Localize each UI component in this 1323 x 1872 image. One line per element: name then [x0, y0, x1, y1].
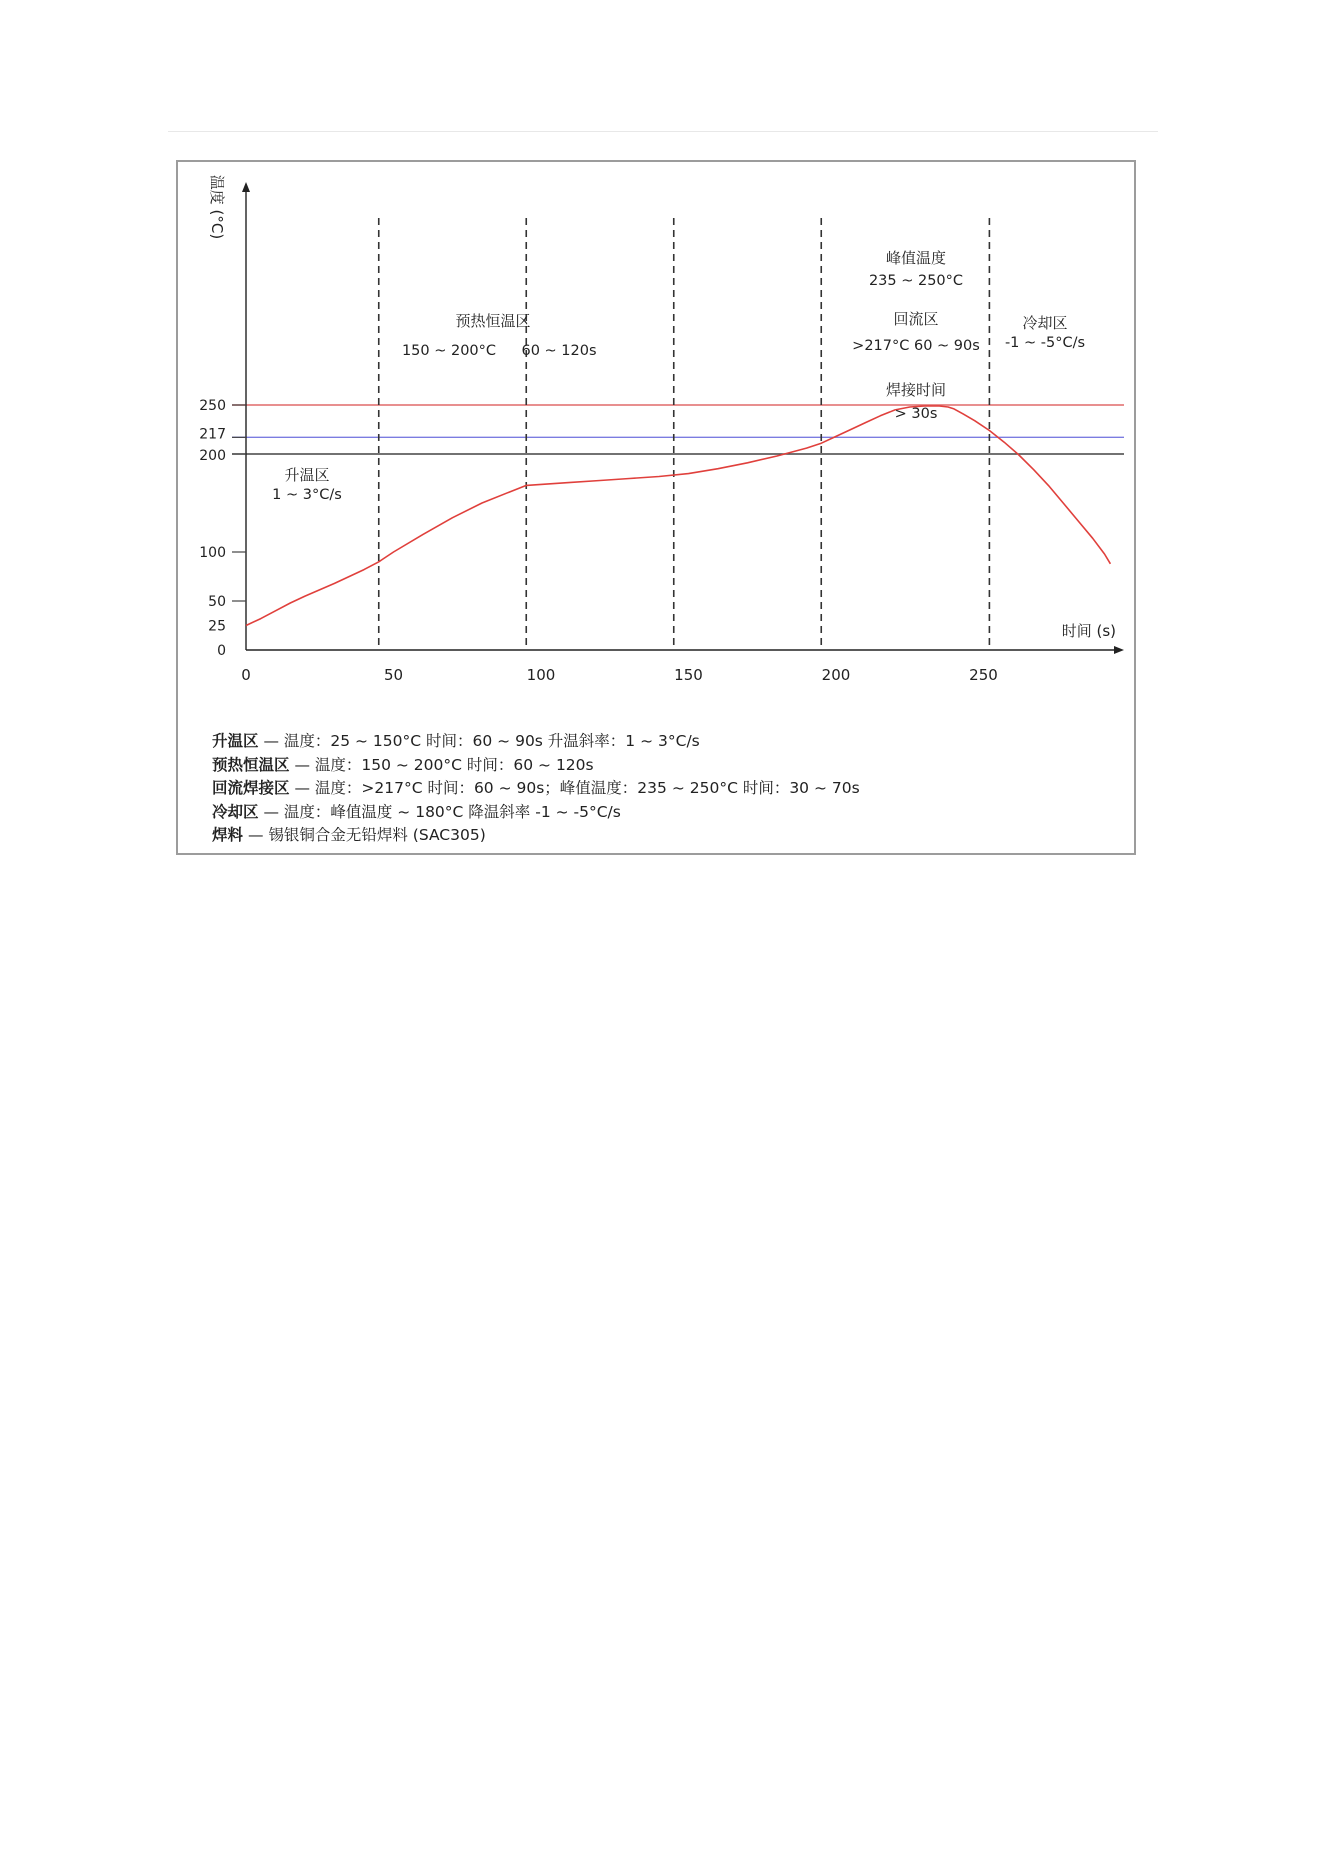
legend-desc: — 温度：峰值温度 ~ 180°C 降温斜率 -1 ~ -5°C/s [258, 802, 621, 821]
y-tick-label: 0 [217, 643, 226, 659]
legend-term: 焊料 [212, 826, 244, 844]
y-tick-label: 50 [208, 594, 226, 610]
legend-term: 升温区 [212, 732, 259, 750]
y-tick-label: 200 [199, 448, 226, 464]
legend-row [212, 754, 860, 778]
legend-desc: — 温度：>217°C 时间：60 ~ 90s；峰值温度：235 ~ 250°C 时间：30 ~ 70s [289, 779, 860, 797]
y-tick-label: 25 [208, 618, 226, 635]
x-axis-title: 时间 (s) [1061, 622, 1116, 640]
annotation-text: > 30s [894, 406, 938, 422]
y-axis-arrow [242, 182, 250, 192]
legend-term: 预热恒温区 [212, 755, 290, 774]
legend-row [212, 801, 860, 825]
annotation-text: >217°C 60 ~ 90s [852, 338, 980, 354]
x-tick-label: 0 [241, 666, 251, 684]
legend-desc: — 锡银铜合金无铅焊料 (SAC305) [243, 826, 486, 844]
annotation-text: 150 ~ 200°C [401, 343, 497, 359]
y-tick-label: 250 [199, 398, 226, 414]
legend-desc: — 温度：25 ~ 150°C 时间：60 ~ 90s 升温斜率：1 ~ 3°C/s [258, 732, 700, 750]
reflow-profile-figure [176, 160, 1136, 855]
annotation-label: 峰值温度 [885, 249, 947, 267]
temperature-profile-line [246, 406, 1110, 626]
x-tick-label: 200 [821, 666, 851, 684]
annotation-text: -1 ~ -5°C/s [1004, 335, 1086, 351]
annotation-text: 235 ~ 250°C [868, 273, 964, 289]
annotation-text: 60 ~ 120s [521, 343, 597, 359]
x-tick-label: 50 [383, 666, 404, 684]
x-tick-label: 250 [969, 666, 998, 684]
legend-desc: — 温度：150 ~ 200°C 时间：60 ~ 120s [289, 755, 594, 774]
x-tick-label: 150 [674, 666, 703, 684]
x-axis-arrow [1114, 646, 1124, 654]
annotation-label: 预热恒温区 [455, 312, 531, 330]
legend-block [212, 730, 860, 848]
y-tick-label: 100 [199, 545, 226, 561]
legend-term: 冷却区 [212, 802, 259, 821]
legend-row [212, 730, 860, 754]
legend-row [212, 777, 860, 801]
y-tick-label: 217 [199, 426, 226, 443]
annotation-label: 回流区 [893, 310, 939, 328]
y-axis-title: 温度 (°C) [208, 174, 226, 240]
top-divider [168, 131, 1158, 132]
annotation-label: 焊接时间 [885, 381, 947, 399]
annotation-label: 升温区 [284, 466, 330, 484]
legend-term: 回流焊接区 [212, 779, 290, 797]
x-tick-label: 100 [526, 666, 556, 684]
annotation-text: 1 ~ 3°C/s [272, 487, 342, 503]
legend-row [212, 824, 860, 848]
annotation-label: 冷却区 [1022, 314, 1068, 332]
